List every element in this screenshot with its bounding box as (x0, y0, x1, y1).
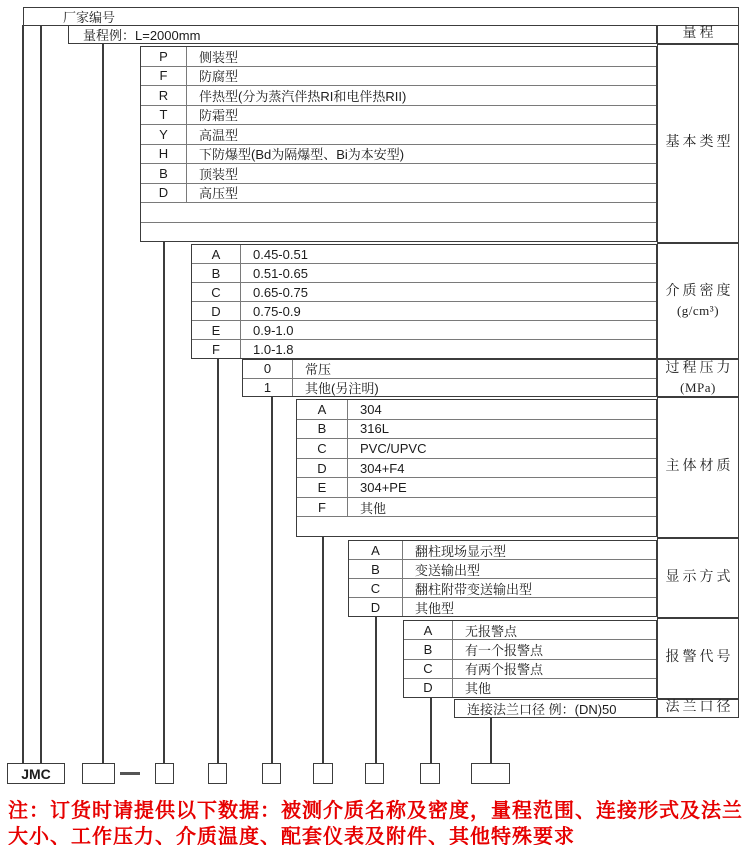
model-box-range (82, 763, 115, 784)
model-box-pressure (262, 763, 281, 784)
description-cell: 0.65-0.75 (253, 284, 308, 300)
option-row (404, 678, 656, 697)
code-cell: 1 (243, 379, 293, 397)
range-label: 量程 (657, 25, 739, 44)
description-cell: 伴热型(分为蒸汽伴热RI和电伴热RII) (199, 88, 407, 104)
option-row (297, 497, 656, 517)
option-row (141, 124, 656, 144)
code-cell: A (297, 400, 348, 419)
option-row (141, 144, 656, 164)
code-cell: R (141, 86, 187, 105)
connector-manufacturer-b (40, 25, 42, 763)
code-cell: C (297, 439, 348, 458)
code-cell: Y (141, 125, 187, 144)
range-example-row: 量程例：L=2000mm (68, 25, 657, 44)
option-row (141, 183, 656, 203)
connector-pressure (271, 397, 273, 763)
description-cell: 有两个报警点 (465, 662, 544, 678)
description-cell: 304+PE (360, 480, 407, 496)
section-alarm (403, 620, 657, 698)
description-cell: 304 (360, 401, 382, 417)
code-cell: B (404, 640, 453, 658)
description-cell: 高压型 (199, 186, 239, 202)
model-box-flange (471, 763, 510, 784)
description-cell: 顶装型 (199, 166, 239, 182)
option-row (404, 639, 656, 658)
option-row (192, 282, 656, 301)
description-cell: 0.45-0.51 (253, 246, 308, 262)
model-box-alarm (420, 763, 440, 784)
option-row (243, 360, 656, 378)
model-box-basic-type (155, 763, 174, 784)
option-row (404, 621, 656, 639)
section-material (296, 399, 657, 537)
code-cell: C (349, 579, 403, 597)
description-cell: 无报警点 (465, 623, 518, 639)
code-cell: B (192, 264, 241, 282)
description-cell: 下防爆型(Bd为隔爆型、Bi为本安型) (199, 147, 405, 163)
option-row (297, 458, 656, 478)
section-display (348, 540, 657, 617)
description-cell: 1.0-1.8 (253, 341, 294, 357)
description-cell: 其他型 (415, 600, 455, 616)
code-cell: D (192, 302, 241, 320)
description-cell: 翻柱附带变送输出型 (415, 581, 533, 597)
description-cell: 侧装型 (199, 49, 239, 65)
connector-flange (490, 718, 492, 763)
option-row (192, 339, 656, 358)
option-row (141, 85, 656, 105)
description-cell: 有一个报警点 (465, 642, 544, 658)
connector-range (102, 44, 104, 763)
option-row (349, 541, 656, 559)
option-row (243, 378, 656, 397)
option-row (404, 659, 656, 678)
code-cell: E (297, 478, 348, 497)
code-cell: B (297, 420, 348, 439)
connector-basic-type (163, 242, 165, 763)
option-row (141, 202, 656, 222)
code-cell: C (404, 660, 453, 678)
order-note-line2: 大小、工作压力、介质温度、配套仪表及附件、其他特殊要求 (8, 826, 575, 845)
code-cell: F (141, 67, 187, 86)
model-box-material (313, 763, 333, 784)
option-row (297, 419, 656, 439)
description-cell: 304+F4 (360, 460, 405, 476)
description-cell: 其他(另注明) (305, 380, 379, 396)
model-prefix-box: JMC (7, 763, 65, 784)
code-cell: B (349, 560, 403, 578)
manufacturer-number-row: 厂家编号 (23, 7, 739, 26)
description-cell: 0.75-0.9 (253, 303, 301, 319)
code-cell: B (141, 164, 187, 183)
category-label-basic-type: 基本类型 (657, 44, 739, 243)
option-row (297, 400, 656, 419)
connector-manufacturer-a (22, 25, 24, 763)
connector-alarm (430, 698, 432, 763)
description-cell: 防霜型 (199, 108, 239, 124)
section-pressure (242, 359, 657, 397)
code-cell: E (192, 321, 241, 339)
section-basic-type (140, 46, 657, 242)
option-row (297, 477, 656, 497)
option-row (141, 66, 656, 86)
description-cell: 其他 (465, 681, 492, 697)
description-cell: 防腐型 (199, 69, 239, 85)
connector-display (375, 617, 377, 763)
description-cell: 316L (360, 421, 389, 437)
description-cell: 变送输出型 (415, 562, 481, 578)
category-label-material: 主体材质 (657, 397, 739, 538)
code-cell: C (192, 283, 241, 301)
description-cell: 常压 (305, 362, 332, 378)
code-cell: P (141, 47, 187, 66)
category-label-alarm: 报警代号 (657, 618, 739, 699)
code-cell: 0 (243, 360, 293, 378)
option-row (349, 597, 656, 616)
code-cell: T (141, 106, 187, 125)
description-cell: 其他 (360, 500, 387, 516)
description-cell: 0.9-1.0 (253, 322, 294, 338)
model-dash (120, 772, 140, 775)
option-row (141, 163, 656, 183)
code-cell: A (349, 541, 403, 559)
description-cell: 高温型 (199, 127, 239, 143)
option-row (192, 245, 656, 263)
option-row (141, 222, 656, 242)
option-row (192, 263, 656, 282)
code-cell: D (349, 598, 403, 616)
code-cell: D (141, 184, 187, 203)
description-cell: PVC/UPVC (360, 440, 427, 456)
code-cell: H (141, 145, 187, 164)
category-label-density: 介质密度 (g/cm³) (657, 243, 739, 359)
flange-size-row: 连接法兰口径 例：(DN)50 (454, 699, 657, 718)
category-label-pressure: 过程压力 (MPa) (657, 359, 739, 397)
code-cell: A (192, 245, 241, 263)
option-row (141, 105, 656, 125)
connector-density (217, 359, 219, 763)
option-row (192, 320, 656, 339)
code-cell: D (404, 679, 453, 697)
code-cell: F (192, 340, 241, 358)
section-density (191, 244, 657, 359)
order-note-line1: 注：订货时请提供以下数据：被测介质名称及密度，量程范围、连接形式及法兰 (8, 800, 743, 822)
option-row (297, 438, 656, 458)
option-row (141, 47, 656, 66)
code-cell: F (297, 498, 348, 517)
description-cell: 翻柱现场显示型 (415, 543, 507, 559)
option-row (349, 578, 656, 597)
option-row (192, 301, 656, 320)
description-cell: 0.51-0.65 (253, 265, 308, 281)
flange-label: 法兰口径 (657, 699, 739, 718)
option-row (297, 516, 656, 536)
code-cell: A (404, 621, 453, 639)
option-row (349, 559, 656, 578)
connector-material (322, 537, 324, 763)
model-box-display (365, 763, 384, 784)
code-cell: D (297, 459, 348, 478)
category-label-display: 显示方式 (657, 538, 739, 618)
model-box-density (208, 763, 227, 784)
